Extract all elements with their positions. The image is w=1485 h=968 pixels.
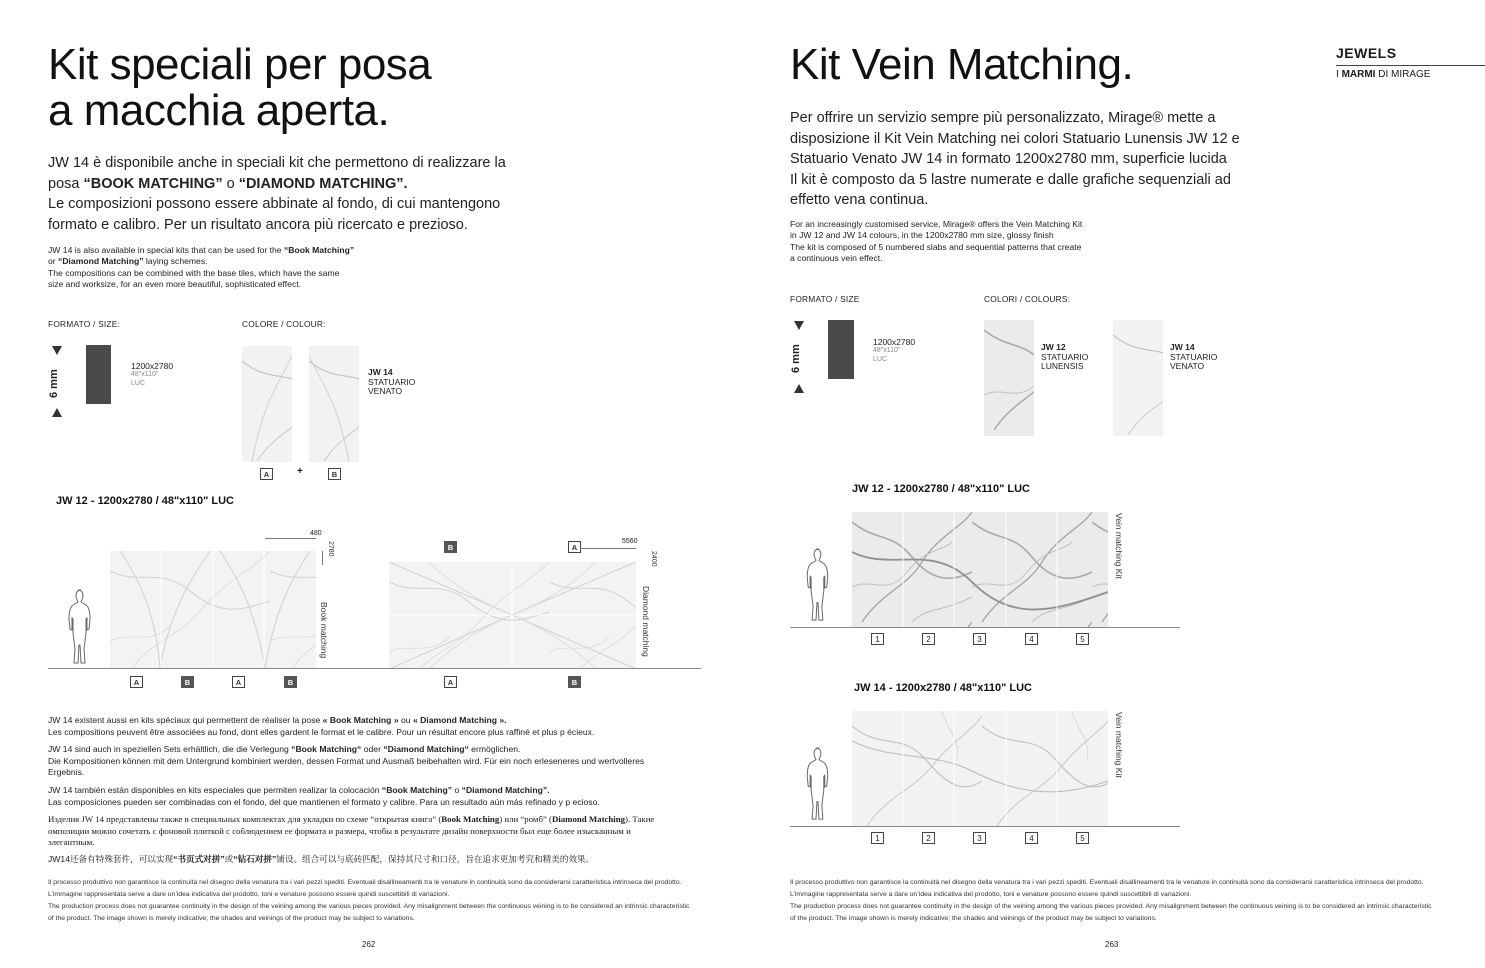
title-line-1: Kit speciali per posa: [48, 40, 432, 89]
mark-b-2: B: [284, 676, 297, 688]
slab-number: 5: [1076, 832, 1089, 844]
slab-number: 1: [871, 633, 884, 645]
slab-number: 3: [973, 633, 986, 645]
thickness-label: 6 mm: [48, 369, 60, 398]
slab-number: 3: [973, 832, 986, 844]
format-label: FORMATO / SIZE: [790, 294, 860, 304]
colour-jw12-name: JW 12 STATUARIO LUNENSIS: [1041, 342, 1089, 371]
kit-jw12-title: JW 12 - 1200x2780 / 48"x110" LUC: [852, 483, 1030, 495]
disclaimer-italian: Il processo produttivo non garantisce la continuità nel disegno della venatura tra i vari pezzi spediti. Eventuali disallineamenti tra le venature in continuità sono da considerarsi caratteristica intrinseca del prodotto. L’immagine rappresentata serve a dare un’idea indicativa del prodotto, toni e venature possono essere quindi suscettibili di variazioni.: [48, 879, 682, 898]
slab-number: 1: [871, 832, 884, 844]
mark-b-1: B: [181, 676, 194, 688]
ground-line-2: [790, 826, 1180, 827]
mark-b-3: B: [568, 676, 581, 688]
arrow-up-icon: [794, 384, 804, 393]
colour-jw14-name: JW 14 STATUARIO VENATO: [1170, 342, 1218, 371]
human-silhouette-icon: [800, 547, 832, 627]
english-paragraph: For an increasingly customised service, Mirage® offers the Vein Matching Kit in JW 12 and JW 14 colours, in the 1200x2780 mm size, glossy finish The kit is composed of 5 numbered slabs and sequential patterns that create a continuous vein effect.: [790, 219, 1083, 264]
brand-header: [1336, 45, 1485, 80]
dim-480: 480: [310, 530, 322, 537]
human-silhouette-icon: [62, 588, 94, 670]
arrow-down-icon: [794, 321, 804, 330]
disclaimer-italian: Il processo produttivo non garantisce la continuità nel disegno della venatura tra i vari pezzi spediti. Eventuali disallineamenti tra le venature in continuità sono da considerarsi caratteristica intrinseca del prodotto. L’immagine rappresentata serve a dare un’idea indicativa del prodotto, toni e venature possono essere quindi suscettibili di variazioni.: [790, 879, 1424, 898]
colour-swatch-a: [242, 346, 292, 462]
vein-matching-label-1: Vein matching Kit: [1114, 513, 1124, 579]
mark-a: A: [260, 468, 273, 480]
french-text: JW 14 existent aussi en kits spéciaux qui permettent de réaliser la pose « Book Matching » ou « Diamond Matching ». Les compositions peuvent être associées au fond, dont elles gardent le format et le calibre. Pour un résultat encore plus raffiné et plus p écieux.: [48, 715, 595, 737]
arrow-down-icon: [52, 346, 62, 355]
title-line-2: a macchia aperta.: [48, 86, 390, 135]
size-spec: 1200x2780 48"x110" LUC: [873, 337, 916, 363]
plus-sign: +: [297, 466, 303, 477]
format-label: FORMATO / SIZE:: [48, 319, 121, 329]
arrow-up-icon: [52, 408, 62, 417]
dimension-line-height: [322, 551, 323, 565]
mark-b: B: [328, 468, 341, 480]
ground-line-1: [790, 627, 1180, 628]
slab-thumbnail: [828, 320, 854, 379]
colour-label: COLORE / COLOUR:: [242, 319, 326, 329]
dimension-line-width: [265, 538, 316, 539]
human-silhouette-icon: [800, 746, 832, 826]
left-page: [0, 0, 742, 968]
english-paragraph: JW 14 is also available in special kits that can be used for the “Book Matching” or “Diamond Matching” laying schemes. The compositions can be combined with the base tiles, which have the same size and worksize, for an even more beautiful, sophisticated effect.: [48, 245, 355, 290]
disclaimer-english: The production process does not guarantee continuity in the design of the veining among the various pieces provided. Any misalignment between the continuous veining is to be considered an intrinsic characteristic of the product. The image shown is merely indicative; the shades and veinings of the product may be subject to variations.: [790, 903, 1432, 922]
dim-2400: 2400: [650, 551, 657, 567]
mark-a-top: A: [568, 541, 581, 553]
colour-swatch-b: [309, 346, 359, 462]
dim-2780: 2780: [327, 541, 334, 557]
dim-5560: 5560: [622, 538, 638, 545]
diamond-matching-image: [389, 562, 636, 669]
slab-number: 4: [1025, 633, 1038, 645]
colour-name: JW 14 STATUARIO VENATO: [368, 367, 416, 396]
mark-a-1: A: [130, 676, 143, 688]
page-number: 262: [362, 940, 376, 949]
book-matching-image: [110, 551, 316, 668]
thickness-label: 6 mm: [790, 344, 802, 373]
book-matching-label: Book matching: [319, 602, 329, 659]
kit-jw14-image: [852, 711, 1108, 827]
spanish-text: JW 14 también están disponibles en kits especiales que permiten realizar la colocación “Book Matching” o “Diamond Matching”. Las composiciones pueden ser combinadas con el fondo, del que mantienen el formato y calibre. Para un resultado aún más refinado y p ecioso.: [48, 785, 600, 807]
kit-jw12-image: [852, 512, 1108, 628]
slab-number: 2: [922, 832, 935, 844]
mark-a-3: A: [444, 676, 457, 688]
vein-matching-label-2: Vein matching Kit: [1114, 712, 1124, 778]
lead-paragraph: JW 14 è disponibile anche in speciali kit che permettono di realizzare la posa “BOOK MATCHING” o “DIAMOND MATCHING”. Le composizioni possono essere abbinate al fondo, di cui mantengono formato e calibro. Per un risultato ancora più ricercato e prezioso.: [48, 155, 506, 233]
page-number: 263: [1105, 940, 1119, 949]
size-spec: 1200x2780 48"x110" LUC: [131, 361, 174, 387]
right-page: [742, 0, 1485, 968]
slab-number: 2: [922, 633, 935, 645]
kit-jw14-title: JW 14 - 1200x2780 / 48"x110" LUC: [854, 682, 1032, 694]
colours-label: COLORI / COLOURS:: [984, 294, 1071, 304]
lead-paragraph: Per offrire un servizio sempre più personalizzato, Mirage® mette a disposizione il Kit Vein Matching nei colori Statuario Lunensis JW 12 e Statuario Venato JW 14 in formato 1200x2780 mm, superficie lucida Il kit è composto da 5 lastre numerate e dalle grafiche sequenziali ad effetto vena continua.: [790, 110, 1240, 208]
slab-number: 5: [1076, 633, 1089, 645]
disclaimer-english: The production process does not guarantee continuity in the design of the veining among the various pieces provided. Any misalignment between the continuous veining is to be considered an intrinsic characteristic of the product. The image shown is merely indicative; the shades and veinings of the product may be subject to variations.: [48, 903, 690, 922]
slab-number: 4: [1025, 832, 1038, 844]
mark-b-top: B: [444, 541, 457, 553]
russian-text: Изделия JW 14 представлены также в специальных комплектах для укладки по схеме “открытая книга” (Book Matching) или “ромб” (Diamond Matching). Такие омпозиции можно сочетать с фоновой плиткой с соблюдением ее формата и размера, чтобы в результате дизайн поверхности был еще более изысканным и элегантным.: [48, 814, 655, 848]
mark-a-2: A: [232, 676, 245, 688]
slab-thumbnail: [86, 345, 111, 404]
page-title: [48, 42, 431, 134]
colour-swatch-jw12: [984, 320, 1034, 436]
chinese-text: JW14还备有特殊套件，可以实现“书页式对拼”或“钻石对拼”铺设。组合可以与底砖匹配，保持其尺寸和口径，旨在追求更加考究和精美的效果。: [48, 854, 595, 864]
diamond-matching-label: Diamond matching: [641, 586, 651, 657]
dimension-line-diamond: [580, 548, 636, 549]
kit-title: JW 12 - 1200x2780 / 48"x110" LUC: [56, 495, 234, 507]
colour-swatch-jw14: [1113, 320, 1163, 436]
brand-subtitle: I MARMI DI MIRAGE: [1336, 69, 1431, 80]
brand-title: JEWELS: [1336, 45, 1485, 66]
german-text: JW 14 sind auch in speziellen Sets erhältlich, die die Verlegung “Book Matching“ oder “Diamond Matching“ ermöglichen. Die Kompositionen können mit dem Untergrund kombiniert werden, dessen Format und Ausmaß beibehalten wird. Für ein noch erleseneres und wertvolleres Ergebnis.: [48, 744, 645, 778]
page-title: Kit Vein Matching.: [790, 40, 1134, 89]
ground-line: [48, 668, 701, 669]
